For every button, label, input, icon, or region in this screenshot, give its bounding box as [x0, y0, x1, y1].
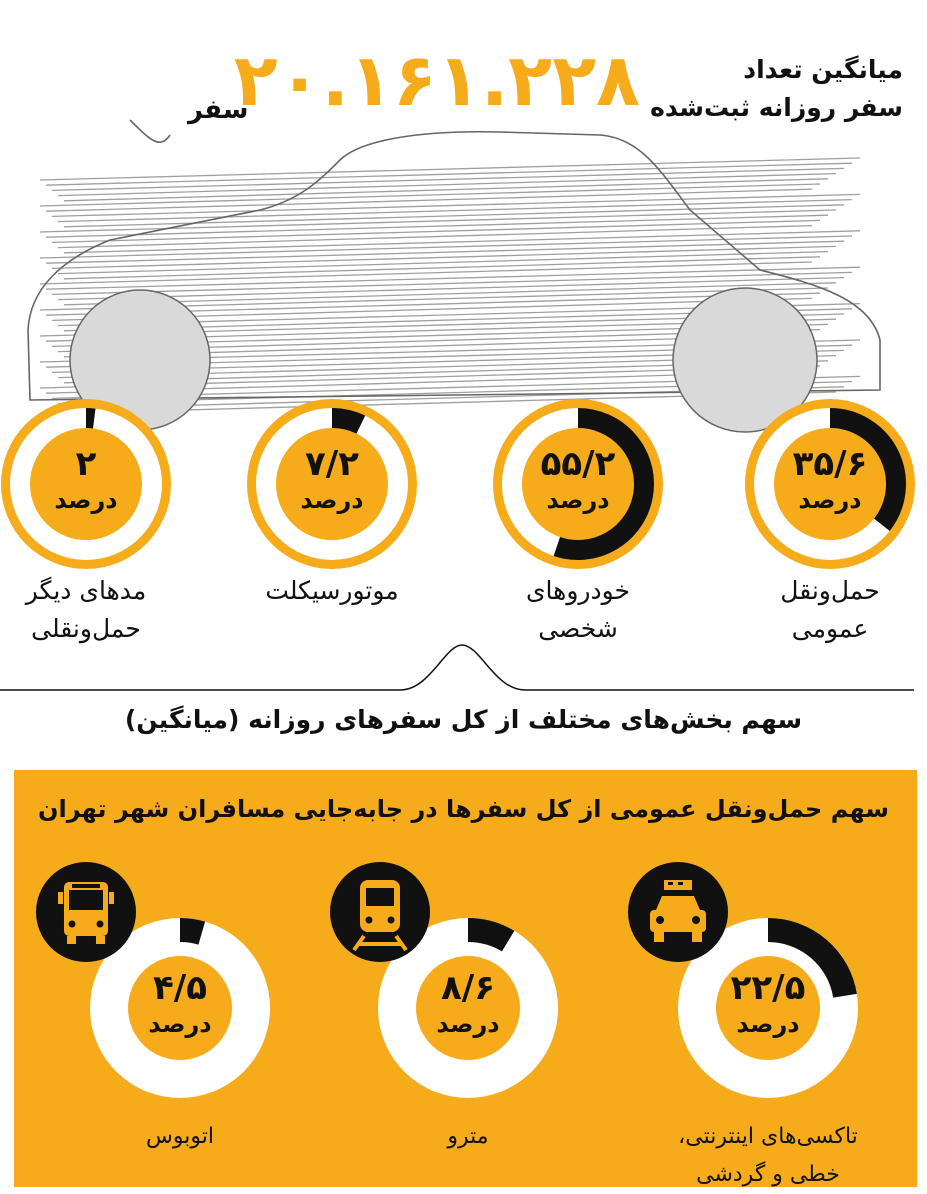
donut-2	[246, 398, 418, 570]
donut-unit-text: درصد	[54, 486, 118, 514]
section-title: سهم بخش‌های مختلف از کل سفرهای روزانه (میانگین)	[124, 705, 803, 734]
donut-category-label	[50, 1118, 310, 1156]
donut-label-line2: عمومی	[791, 614, 869, 643]
donut-category-label	[0, 572, 216, 648]
donut-svg	[492, 398, 664, 570]
donut-category-label	[700, 572, 927, 648]
donut-value-text: ۲۲/۵	[730, 968, 806, 1008]
donut-value-text: ۵۵/۲	[540, 444, 616, 484]
donut-value-text: ۷/۲	[305, 444, 359, 484]
donut-value-text: ۳۵/۶	[792, 444, 868, 484]
donut-category-label	[202, 572, 462, 610]
donut-value-arc	[332, 418, 361, 425]
panel-title: سهم حمل‌ونقل عمومی از کل سفرها در جابه‌جایی مسافران شهر تهران	[38, 795, 889, 823]
donut-label-line2: شخصی	[538, 614, 618, 643]
total-trips-unit: سفر	[188, 95, 249, 125]
headline-label-line2: سفر روزانه ثبت‌شده	[650, 93, 903, 122]
donut-unit-text: درصد	[736, 1010, 800, 1038]
bus-icon	[36, 862, 136, 962]
donut-svg	[0, 398, 172, 570]
section-divider	[0, 640, 927, 700]
donut-category-label	[448, 572, 708, 648]
donut-value-arc	[86, 418, 94, 419]
donut-unit-text: درصد	[798, 486, 862, 514]
donut-label-line1: تاکسی‌های اینترنتی،	[678, 1124, 858, 1149]
donut-unit-text: درصد	[436, 1010, 500, 1038]
total-trips-number: ۲۰.۱۶۱.۲۲۸	[233, 38, 640, 122]
donut-label-line1: خودروهای	[525, 576, 631, 605]
donut-value-text: ۲	[75, 444, 97, 484]
donut-label-line2: حمل‌ونقلی	[31, 614, 141, 643]
donut-category-label	[338, 1118, 598, 1156]
donut-unit-text: درصد	[546, 486, 610, 514]
donut-label-line1: موتورسیکلت	[265, 576, 399, 605]
donut-value-arc	[468, 930, 508, 941]
donut-label-line1: اتوبوس	[146, 1124, 214, 1149]
donut-1	[492, 398, 664, 570]
donut-category-label	[638, 1118, 898, 1194]
donut-svg	[744, 398, 916, 570]
taxi-icon	[628, 862, 728, 962]
donut-label-line1: حمل‌ونقل	[780, 576, 880, 605]
donut-3	[0, 398, 172, 570]
donut-label-line1: مدهای دیگر	[25, 576, 147, 605]
donut-label-line2: خطی و گردشی	[696, 1162, 840, 1187]
headline-label-line1: میانگین تعداد	[743, 55, 903, 84]
donut-label-line1: مترو	[447, 1124, 489, 1149]
donut-svg	[246, 398, 418, 570]
donut-unit-text: درصد	[300, 486, 364, 514]
donut-value-text: ۸/۶	[441, 968, 495, 1008]
donut-unit-text: درصد	[148, 1010, 212, 1038]
donut-0	[744, 398, 916, 570]
metro-train-icon	[330, 862, 430, 962]
donut-value-arc	[180, 930, 202, 933]
donut-value-text: ۴/۵	[153, 968, 207, 1008]
